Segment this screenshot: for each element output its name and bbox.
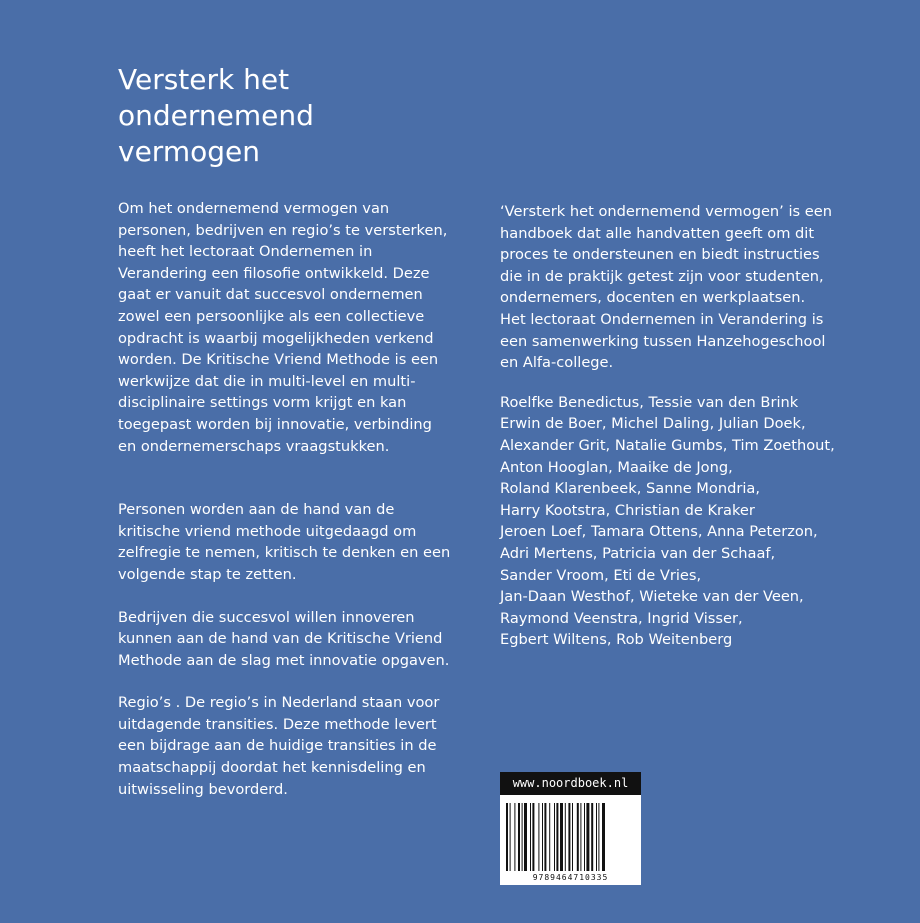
text-line: ondernemers, docenten en werkplaatsen. xyxy=(500,289,806,307)
text-line: een bijdrage aan de huidige transities in de xyxy=(118,737,437,755)
text-line: personen, bedrijven en regio’s te versterken, xyxy=(118,221,448,239)
text-line: zowel een persoonlijke als een collectieve xyxy=(118,307,425,325)
barcode-bars xyxy=(506,803,635,871)
left-column xyxy=(118,198,451,800)
text-line: uitwisseling bevorderd. xyxy=(118,780,288,798)
right-column xyxy=(500,201,835,651)
text-line: Regio’s . De regio’s in Nederland staan voor xyxy=(118,694,440,712)
text-line: ‘Versterk het ondernemend vermogen’ is een xyxy=(500,203,832,220)
text-line: uitdagende transities. Deze methode levert xyxy=(118,715,437,733)
text-line: Personen worden aan de hand van de xyxy=(118,501,395,519)
regios-paragraph xyxy=(118,692,448,800)
barcode-block xyxy=(500,772,641,885)
text-line: kunnen aan de hand van de Kritische Vriend xyxy=(118,630,443,648)
intro-paragraph xyxy=(118,198,448,457)
text-line: kritische vriend methode uitgedaagd om xyxy=(118,522,417,540)
author-line: Sander Vroom, Eti de Vries, xyxy=(500,566,702,584)
bedrijven-paragraph xyxy=(118,607,448,672)
text-line: Verandering een filosofie ontwikkeld. Deze xyxy=(118,264,430,282)
author-line: Egbert Wiltens, Rob Weitenberg xyxy=(500,631,733,649)
barcode xyxy=(500,795,641,885)
text-line: Methode aan de slag met innovatie opgaven. xyxy=(118,651,450,669)
title-line: vermogen xyxy=(118,135,260,168)
title-line: Versterk het xyxy=(118,63,290,96)
text-line: handboek dat alle handvatten geeft om dit xyxy=(500,224,815,242)
personen-paragraph xyxy=(118,499,451,585)
text-line: Om het ondernemend vermogen van xyxy=(118,200,390,217)
author-line: Roelfke Benedictus, Tessie van den Brink xyxy=(500,393,799,411)
text-line: heeft het lectoraat Ondernemen in xyxy=(118,243,373,261)
text-line: toegepast worden bij innovatie, verbinding xyxy=(118,415,432,433)
text-line: opdracht is waarbij mogelijkheden verkend xyxy=(118,329,434,347)
author-line: Raymond Veenstra, Ingrid Visser, xyxy=(500,609,743,627)
text-line: Bedrijven die succesvol willen innoveren xyxy=(118,608,415,626)
authors-list xyxy=(500,392,835,651)
description-paragraph xyxy=(500,201,830,374)
text-line: disciplinaire settings vorm krijgt en kan xyxy=(118,394,407,412)
text-line: maatschappij doordat het kennisdeling en xyxy=(118,759,426,777)
author-line: Jeroen Loef, Tamara Ottens, Anna Peterzon, xyxy=(500,523,818,541)
text-line: werkwijze dat die in multi-level en multi- xyxy=(118,372,416,390)
author-line: Anton Hooglan, Maaike de Jong, xyxy=(500,458,733,476)
text-line: die in de praktijk getest zijn voor studenten, xyxy=(500,267,824,285)
text-line: proces te ondersteunen en biedt instructies xyxy=(500,246,820,264)
title-line: ondernemend xyxy=(118,99,314,132)
author-line: Erwin de Boer, Michel Daling, Julian Doek, xyxy=(500,415,806,433)
text-line: en Alfa-college. xyxy=(500,354,614,372)
text-line: en ondernemerschaps vraagstukken. xyxy=(118,437,390,455)
author-line: Roland Klarenbeek, Sanne Mondria, xyxy=(500,480,760,498)
author-line: Alexander Grit, Natalie Gumbs, Tim Zoethout, xyxy=(500,436,835,454)
text-line: zelfregie te nemen, kritisch te denken en een xyxy=(118,544,451,562)
author-line: Adri Mertens, Patricia van der Schaaf, xyxy=(500,544,776,562)
isbn-number: 9789464710335 xyxy=(532,873,609,882)
author-line: Jan-Daan Westhof, Wieteke van der Veen, xyxy=(500,588,804,606)
text-line: volgende stap te zetten. xyxy=(118,565,297,583)
author-line: Harry Kootstra, Christian de Kraker xyxy=(500,501,755,519)
text-line: Het lectoraat Ondernemen in Verandering is xyxy=(500,310,824,328)
text-line: gaat er vanuit dat succesvol ondernemen xyxy=(118,286,423,304)
book-title xyxy=(118,62,438,170)
text-line: een samenwerking tussen Hanzehogeschool xyxy=(500,332,826,350)
publisher-url: www.noordboek.nl xyxy=(500,772,641,795)
text-line: worden. De Kritische Vriend Methode is een xyxy=(118,351,439,369)
